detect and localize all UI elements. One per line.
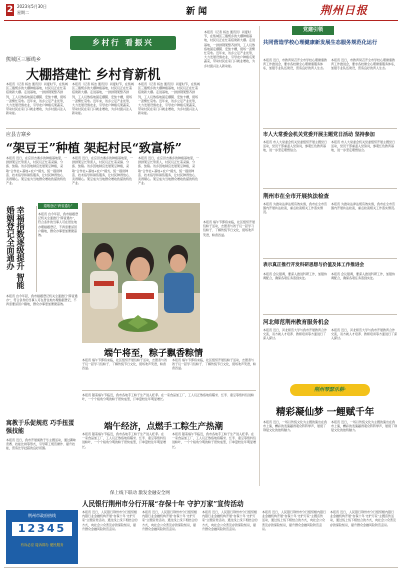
photo-caption-body: 本报讯 端午节即将来临，社区组织开展包粽子活动，志愿者与孩子们一起学习包粽子、了解传统节日文化，现场欢声笑语，粽香四溢。 — [82, 358, 167, 371]
story3-body: 本报讯 近日，我市开展寓教于乐主题活动，通过趣味竞赛、技能比拼等形式，引导职工规范操作、提升技能，营造比学赶超的良好氛围。 — [6, 438, 76, 451]
story2-kicker: 应县吉寨乡 — [6, 132, 32, 138]
vertical-title-box — [6, 206, 37, 292]
story7-body-col2: 本报讯 为推动法律法规有效实施，我市在全市范围内开展执法检查，重点检查相关工作落实情况。 — [331, 202, 397, 211]
culture-banner — [290, 384, 370, 396]
vertical-title: 幸福指数逐级提升 智能 婚姻登记全面通办 — [6, 206, 26, 289]
bottom-body-col2: 本报讯 近日，人民银行荆州市分行组织辖内银行业金融机构开展“存保十年 守护万家”主题宣传活动，通过线上线下相结合的方式，向社会公众普及存款保险知识，提升群众金融风险防范意识。 — [142, 510, 198, 531]
bottom-body: 本报讯 近日，人民银行荆州市分行组织辖内银行业金融机构开展“存保十年 守护万家”主题宣传活动，通过线上线下相结合的方式，向社会公众普及存款保险知识，提升群众金融风险防范意识。 — [82, 510, 138, 531]
column-body: 本报讯 自今年起，我市婚姻登记机关全面推行“跨省通办”，符合条件的当事人可在居住地办理婚姻登记，不再需要返回户籍地，群众办事更加便捷高效。 — [38, 212, 78, 238]
right-badge — [292, 26, 334, 35]
page-number: 2 — [6, 5, 14, 15]
column-body-lower: 本报讯 自今年起，我市婚姻登记机关全面推行“跨省通办”，符合条件的当事人可在居住地办理婚姻登记，不再需要返回户籍地，群众办事更加便捷高效。 — [6, 294, 78, 307]
dumpling-event-photo — [82, 203, 200, 343]
story4-title: 端午经济，点燃手工粽生产热潮 — [104, 422, 224, 432]
photo-illustration — [82, 203, 200, 343]
story9-body-col2: 本报讯 近日，河北师范大学与我市开展教育合作交流，双方就人才培养、教师培训等方面进行了深入探讨。 — [331, 328, 397, 341]
bottom-body-col5: 本报讯 近日，人民银行荆州市分行组织辖内银行业金融机构开展“存保十年 守护万家”主题宣传活动，通过线上线下相结合的方式，向社会公众普及存款保险知识，提升群众金融风险防范意识。 — [330, 510, 396, 527]
divider — [263, 314, 397, 315]
story6-title: 市人大常委会机关党委开展主题党日活动 坚持参加 — [263, 132, 375, 138]
section-banner — [70, 36, 176, 50]
story2-title: “架豆王”种植 架起村民“致富桥” — [6, 141, 182, 155]
story7-body: 本报讯 为推动法律法规有效实施，我市在全市范围内开展执法检查，重点检查相关工作落实情况。 — [263, 202, 327, 215]
story9-title: 河北师范荆州教育服务机会 — [263, 320, 330, 326]
story5-body: 本报讯 近日，市教育局召开全市学校心理健康教育工作推进会，要求各校健全心理健康服务体系，加强专业队伍建设，营造良好的育人生态。 — [263, 58, 327, 71]
story1-kicker: 熊城区三雁缆乡 — [6, 57, 42, 63]
page-number-box — [6, 4, 14, 16]
bottom-title: 人民银行荆州市分行开展“存保十年 守护万家”宣传活动 — [82, 500, 244, 508]
photo-caption-title: 端午将至，粽子飘香粽情 — [104, 349, 204, 359]
story8-body-col2: 本报讯 会议强调，要深入推进科研工作，加强协调配合，确保各项任务落到实处。 — [331, 272, 395, 281]
issue-weekday: 星期二 — [17, 10, 29, 15]
story8-title: 表示真正推行开发科研思想与价值及体工作推进会 — [263, 263, 365, 268]
story9-body: 本报讯 近日，河北师范大学与我市开展教育合作交流，双方就人才培养、教师培训等方面进行了深入探讨。 — [263, 328, 327, 341]
story5-body-col2: 本报讯 近日，市教育局召开全市学校心理健康教育工作推进会，要求各校健全心理健康服务体系，加强专业队伍建设，营造良好的育人生态。 — [331, 58, 397, 71]
hotline-ad-title: 荆州市政府热线 — [28, 513, 56, 518]
divider — [263, 128, 397, 129]
hotline-number-box — [12, 522, 72, 536]
divider — [82, 390, 256, 391]
subsection-tag — [38, 203, 78, 209]
story8-body: 本报讯 会议强调，要深入推进科研工作，加强协调配合，确保各项任务落到实处。 — [263, 272, 327, 281]
story5-title: 共同营造学校心理健康新发展生态服务规范化运行 — [263, 40, 378, 46]
story1-body-col2: 本报讯（记者 杨洁 通讯员）初夏时节，在熊城区三雁缆乡的大棚种植基地，村民们正在忙着搭建新大棚。走进基地，一排排钢架整齐排列，工人们熟练地固定棚膜、安装卡槽，现场一派繁忙景象。近年来，该乡立足产业优势，大力发展设施农业，引导农户种植瓜果蔬菜，带动村民在家门口就业增收，为乡村振兴注入新动能。 — [72, 82, 134, 116]
column-rule — [259, 26, 260, 486]
photo-side-text: 本报讯 端午节即将来临，社区组织开展包粽子活动，志愿者与孩子们一起学习包粽子、了解传统节日文化，现场欢声笑语，粽香四溢。 — [203, 220, 255, 237]
bottom-body-col3: 本报讯 近日，人民银行荆州市分行组织辖内银行业金融机构开展“存保十年 守护万家”主题宣传活动，通过线上线下相结合的方式，向社会公众普及存款保险知识，提升群众金融风险防范意识。 — [202, 510, 258, 531]
issue-date: 2023年5月30日 — [17, 4, 47, 9]
story10-title: 精彩凝仙梦 一鲤赋千年 — [276, 407, 375, 418]
section-banner-text: 乡村行 看振兴 — [92, 38, 154, 47]
bottom-kicker: 保上线下联动 激发金融安全网 — [110, 491, 170, 496]
subsection-tag-text: 婚姻登记“跨省通办” — [43, 204, 73, 208]
masthead-logo: 荆州日报 — [320, 4, 368, 17]
divider — [263, 258, 397, 259]
divider — [6, 128, 200, 129]
story1-body-col3: 本报讯（记者 杨洁 通讯员）初夏时节，在熊城区三雁缆乡的大棚种植基地，村民们正在忙着搭建新大棚。走进基地，一排排钢架整齐排列，工人们熟练地固定棚膜、安装卡槽，现场一派繁忙景象。近年来，该乡立足产业优势，大力发展设施农业，引导农户种植瓜果蔬菜，带动村民在家门口就业增收，为乡村振兴注入新动能。 — [138, 82, 200, 116]
photo-caption-body-col2: 本报讯 端午节即将来临，社区组织开展包粽子活动，志愿者与孩子们一起学习包粽子、了解传统节日文化，现场欢声笑语，粽香四溢。 — [172, 358, 256, 371]
story6-body-col2: 本报讯 市人大常委会机关党委组织开展主题党日活动，党员干部重温入党誓词，参观红色教育基地，进一步坚定理想信念。 — [331, 140, 395, 153]
header-rule — [4, 20, 398, 21]
section-title: 新闻 — [186, 7, 211, 17]
story4-lead: 本报讯 随着端午节临近，我市各地手工粽子生产进入旺季。在一家食品加工厂，工人们正熟练地将糯米、红枣、蜜豆等馅料包进粽叶，一个个棱角分明的粽子很快成型，订单量较往年明显增长。 — [82, 393, 254, 402]
story1-continuation: 本报讯（记者 杨洁 通讯员）初夏时节，在熊城区三雁缆乡的大棚种植基地，村民们正在忙着搭建新大棚。走进基地，一排排钢架整齐排列，工人们熟练地固定棚膜、安装卡槽，现场一派繁忙景象。近年来，该乡立足产业优势，大力发展设施农业，引导农户种植瓜果蔬菜，带动村民在家门口就业增收，为乡村振兴注入新动能。 — [204, 30, 256, 68]
footer-rule — [4, 567, 398, 568]
hotline-ad-sub: 有诉必应 接诉即办 便民服务 — [20, 543, 64, 547]
story2-body: 本报讯 近日，在应县吉寨乡的种植基地里，一排排架豆长势喜人，村民们正忙着采摘、分拣、装箱。该乡因地制宜发展架豆种植，采取“合作社+基地+农户”模式，统一提供种苗、技术指导和销售服务，让村民种得放心、卖得顺心。架豆成为当地群众增收致富的特色产业。 — [6, 156, 67, 186]
right-badge-text: 党建引领 — [302, 27, 323, 33]
story10-body-col2: 本报讯 近日，一场以传统文化为主题的演出在我市上演，精彩的表演赢得观众阵阵掌声，展现了荆楚文化的独特魅力。 — [331, 420, 397, 433]
story4-body: 本报讯 随着端午节临近，我市各地手工粽子生产进入旺季。在一家食品加工厂，工人们正熟练地将糯米、红枣、蜜豆等馅料包进粽叶，一个个棱角分明的粽子很快成型，订单量较往年明显增长。 — [82, 432, 166, 449]
culture-banner-text: 荆州琴瑟乐耕· — [314, 387, 346, 393]
story6-body: 本报讯 市人大常委会机关党委组织开展主题党日活动，党员干部重温入党誓词，参观红色教育基地，进一步坚定理想信念。 — [263, 140, 327, 153]
hotline-number: 12345 — [17, 522, 67, 535]
divider — [263, 188, 397, 189]
story2-body-col2: 本报讯 近日，在应县吉寨乡的种植基地里，一排排架豆长势喜人，村民们正忙着采摘、分拣、装箱。该乡因地制宜发展架豆种植，采取“合作社+基地+农户”模式，统一提供种苗、技术指导和销售服务，让村民种得放心、卖得顺心。架豆成为当地群众增收致富的特色产业。 — [72, 156, 133, 186]
bottom-body-col4: 本报讯 近日，人民银行荆州市分行组织辖内银行业金融机构开展“存保十年 守护万家”主题宣传活动，通过线上线下相结合的方式，向社会公众普及存款保险知识，提升群众金融风险防范意识。 — [262, 510, 326, 531]
hotline-ad — [6, 510, 78, 564]
story10-body: 本报讯 近日，一场以传统文化为主题的演出在我市上演，精彩的表演赢得观众阵阵掌声，展现了荆楚文化的独特魅力。 — [263, 420, 327, 433]
story3-title: 寓教于乐促规范 巧手扭蛋强技能 — [6, 420, 75, 435]
story4-body-col2: 本报讯 随着端午节临近，我市各地手工粽子生产进入旺季。在一家食品加工厂，工人们正熟练地将糯米、红枣、蜜豆等馅料包进粽叶，一个个棱角分明的粽子很快成型，订单量较往年明显增长。 — [172, 432, 256, 449]
story1-body: 本报讯（记者 杨洁 通讯员）初夏时节，在熊城区三雁缆乡的大棚种植基地，村民们正在忙着搭建新大棚。走进基地，一排排钢架整齐排列，工人们熟练地固定棚膜、安装卡槽，现场一派繁忙景象。近年来，该乡立足产业优势，大力发展设施农业，引导农户种植瓜果蔬菜，带动村民在家门口就业增收，为乡村振兴注入新动能。 — [6, 82, 68, 116]
story2-body-col3: 本报讯 近日，在应县吉寨乡的种植基地里，一排排架豆长势喜人，村民们正忙着采摘、分拣、装箱。该乡因地制宜发展架豆种植，采取“合作社+基地+农户”模式，统一提供种苗、技术指导和销售服务，让村民种得放心、卖得顺心。架豆成为当地群众增收致富的特色产业。 — [138, 156, 199, 186]
story7-title: 荆州市在全市开展执法检查 — [263, 194, 330, 200]
story1-title: 大棚搭建忙 乡村育新机 — [26, 68, 161, 83]
page-header — [0, 0, 402, 22]
